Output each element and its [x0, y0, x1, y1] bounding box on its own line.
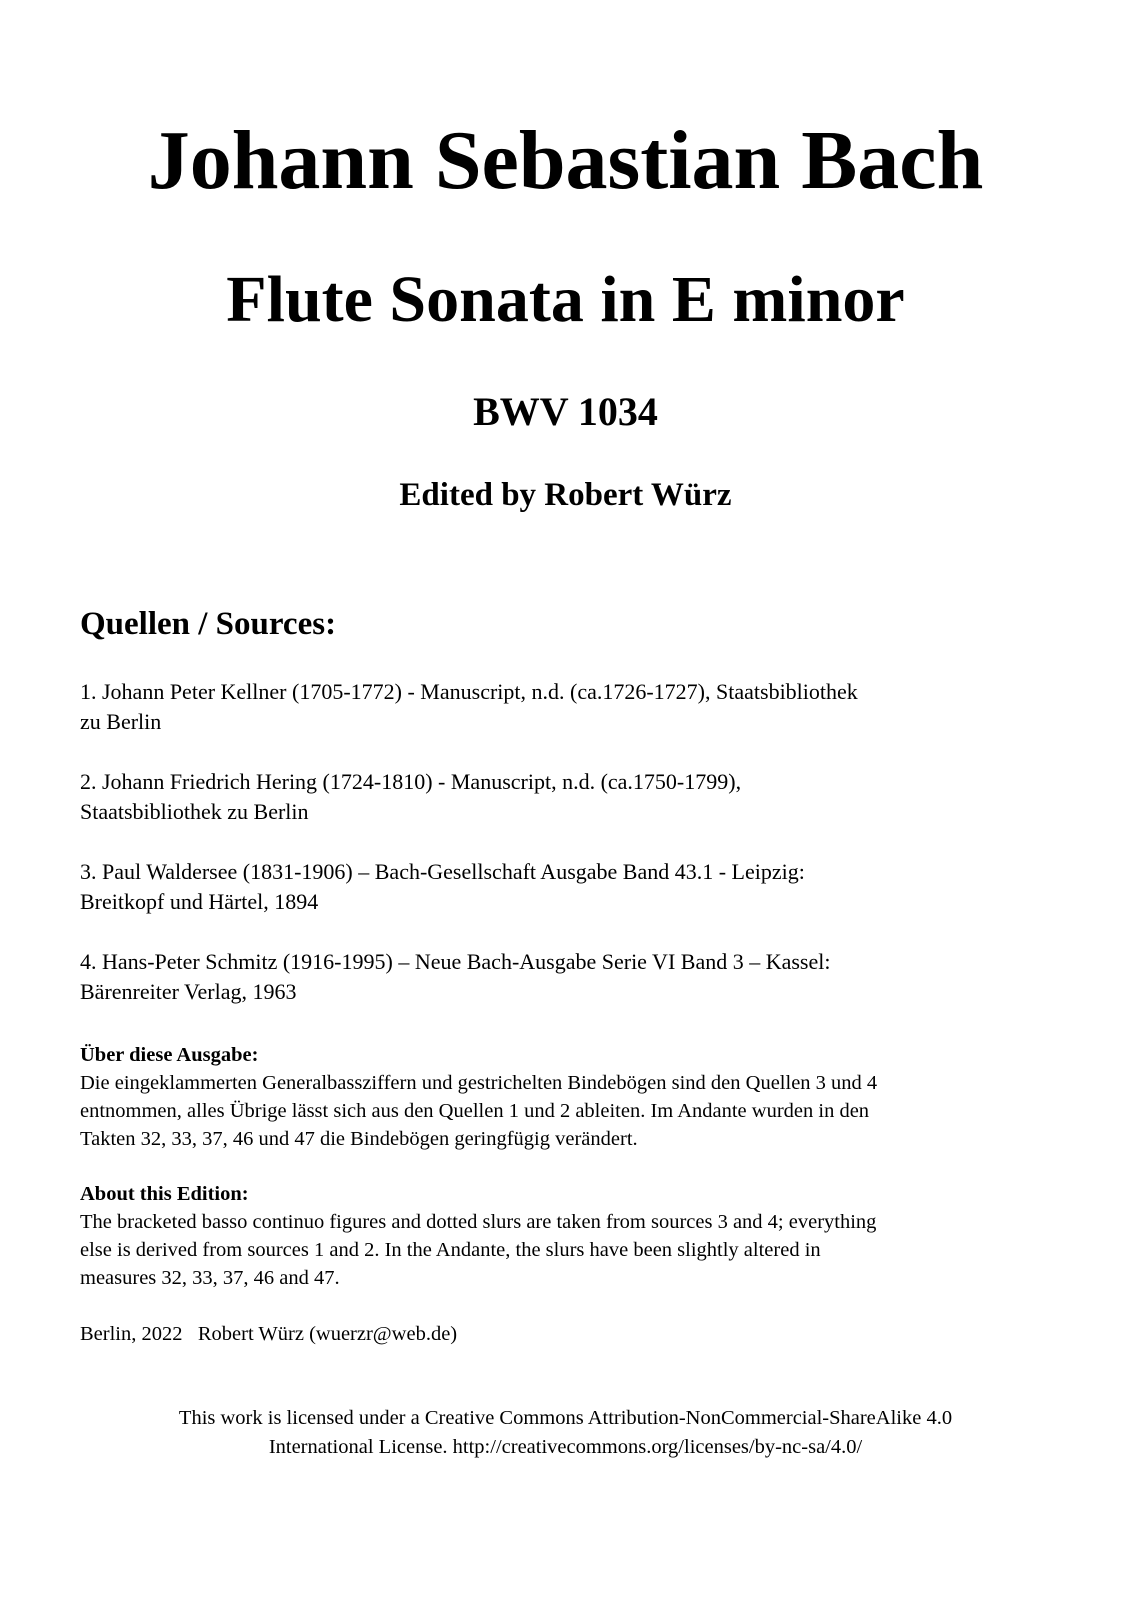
about-edition-en: [80, 1180, 876, 1292]
source-line: 3. Paul Waldersee (1831-1906) – Bach-Gesellschaft Ausgabe Band 43.1 - Leipzig:: [80, 859, 805, 884]
source-line: 2. Johann Friedrich Hering (1724-1810) - Manuscript, n.d. (ca.1750-1799),: [80, 769, 742, 794]
source-item: [80, 947, 830, 1007]
about-en-line: else is derived from sources 1 and 2. In the Andante, the slurs have been slightly altered in: [80, 1239, 821, 1261]
composer-title: Johann Sebastian Bach: [147, 114, 984, 207]
about-en-heading: About this Edition:: [80, 1183, 249, 1205]
source-item: [80, 677, 858, 737]
license-line: This work is licensed under a Creative Commons Attribution-NonCommercial-ShareAlike 4.0: [178, 1407, 953, 1429]
license-notice: [0, 1404, 1131, 1462]
signature: Berlin, 2022 Robert Würz (wuerzr@web.de): [80, 1323, 458, 1345]
source-line: Breitkopf und Härtel, 1894: [80, 889, 319, 914]
source-line: 4. Hans-Peter Schmitz (1916-1995) – Neue Bach-Ausgabe Serie VI Band 3 – Kassel:: [80, 949, 831, 974]
about-en-line: measures 32, 33, 37, 46 and 47.: [80, 1267, 340, 1289]
about-de-heading: Über diese Ausgabe:: [80, 1044, 259, 1066]
source-line: 1. Johann Peter Kellner (1705-1772) - Manuscript, n.d. (ca.1726-1727), Staatsbibliothek: [80, 679, 858, 704]
about-de-line: Die eingeklammerten Generalbassziffern und gestrichelten Bindebögen sind den Quellen 3 und 4: [80, 1072, 878, 1094]
sources-heading: Quellen / Sources:: [80, 606, 337, 642]
license-line: International License. http://creativecommons.org/licenses/by-nc-sa/4.0/: [268, 1436, 863, 1458]
about-edition-de: [80, 1041, 877, 1153]
catalog-number: BWV 1034: [473, 389, 658, 434]
work-title: Flute Sonata in E minor: [226, 263, 905, 336]
source-line: zu Berlin: [80, 709, 162, 734]
about-de-line: Takten 32, 33, 37, 46 und 47 die Bindebögen geringfügig verändert.: [80, 1128, 638, 1150]
about-de-line: entnommen, alles Übrige lässt sich aus den Quellen 1 und 2 ableiten. Im Andante wurden in den: [80, 1100, 870, 1122]
about-en-line: The bracketed basso continuo figures and dotted slurs are taken from sources 3 and 4; everything: [80, 1211, 877, 1233]
source-item: [80, 767, 741, 827]
source-line: Staatsbibliothek zu Berlin: [80, 799, 309, 824]
editor-line: Edited by Robert Würz: [399, 477, 732, 513]
source-line: Bärenreiter Verlag, 1963: [80, 979, 297, 1004]
source-item: [80, 857, 805, 917]
